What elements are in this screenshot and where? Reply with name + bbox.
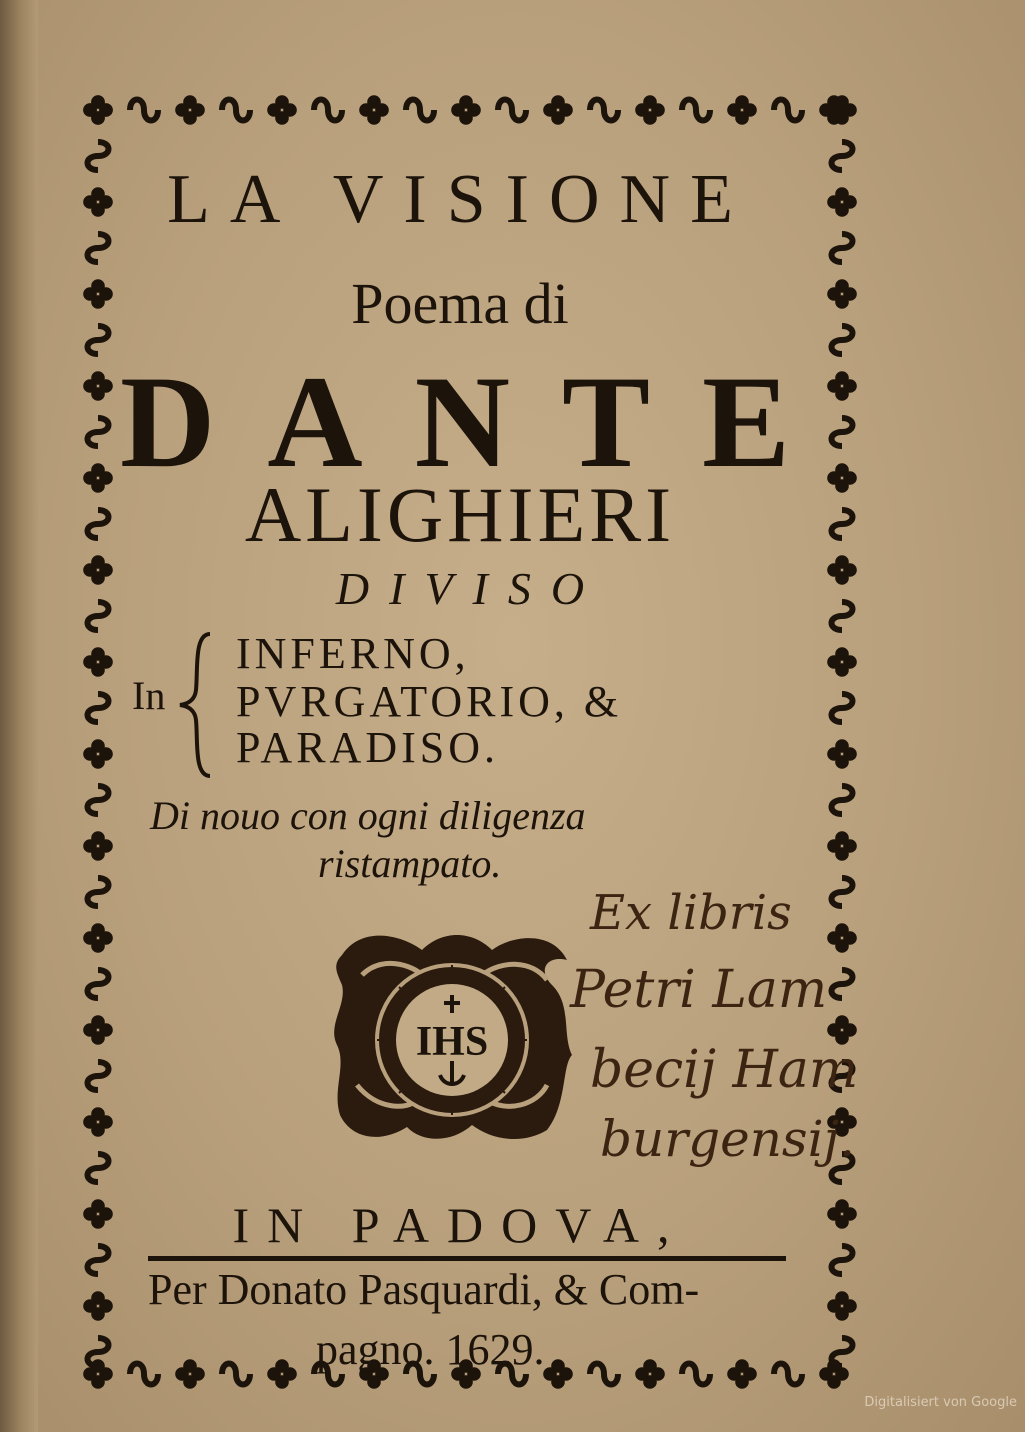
ihs-monogram-seal-icon [322,915,582,1150]
digitization-credit: Digitalisiert von Google [864,1395,1017,1410]
imprint-place: IN PADOVA, [232,1197,688,1253]
handwritten-ex-libris-line-3: becij Ham [590,1040,859,1100]
part-purgatorio: PVRGATORIO, & [236,677,623,726]
imprint-printer-line-2: pagno. 1629. [316,1325,545,1374]
divided-label: DIVISO [335,563,605,614]
handwritten-ex-libris-line-4: burgensij. [600,1110,855,1168]
book-title: LA VISIONE [167,161,753,238]
imprint-printer-line-1: Per Donato Pasquardi, & Com- [148,1265,700,1314]
book-subtitle: Poema di [351,271,569,336]
author-last-name: ALIGHIERI [244,471,676,558]
curly-brace-icon [176,630,216,780]
handwritten-ex-libris-line-2: Petri Lam [570,960,828,1020]
part-paradiso: PARADISO. [236,723,500,772]
imprint-divider [148,1256,786,1261]
edition-note-line-1: Di nouo con ogni diligenza [150,793,586,838]
handwritten-ex-libris-line-1: Ex libris [590,885,792,941]
border-top-ornament [70,82,870,138]
emblem-monogram: IHS [415,1019,489,1065]
part-inferno: INFERNO, [236,629,470,678]
in-label: In [132,673,166,718]
edition-note-line-2: ristampato. [318,841,502,886]
author-first-name: DANTE [120,348,843,495]
book-spine-edge [0,0,38,1432]
